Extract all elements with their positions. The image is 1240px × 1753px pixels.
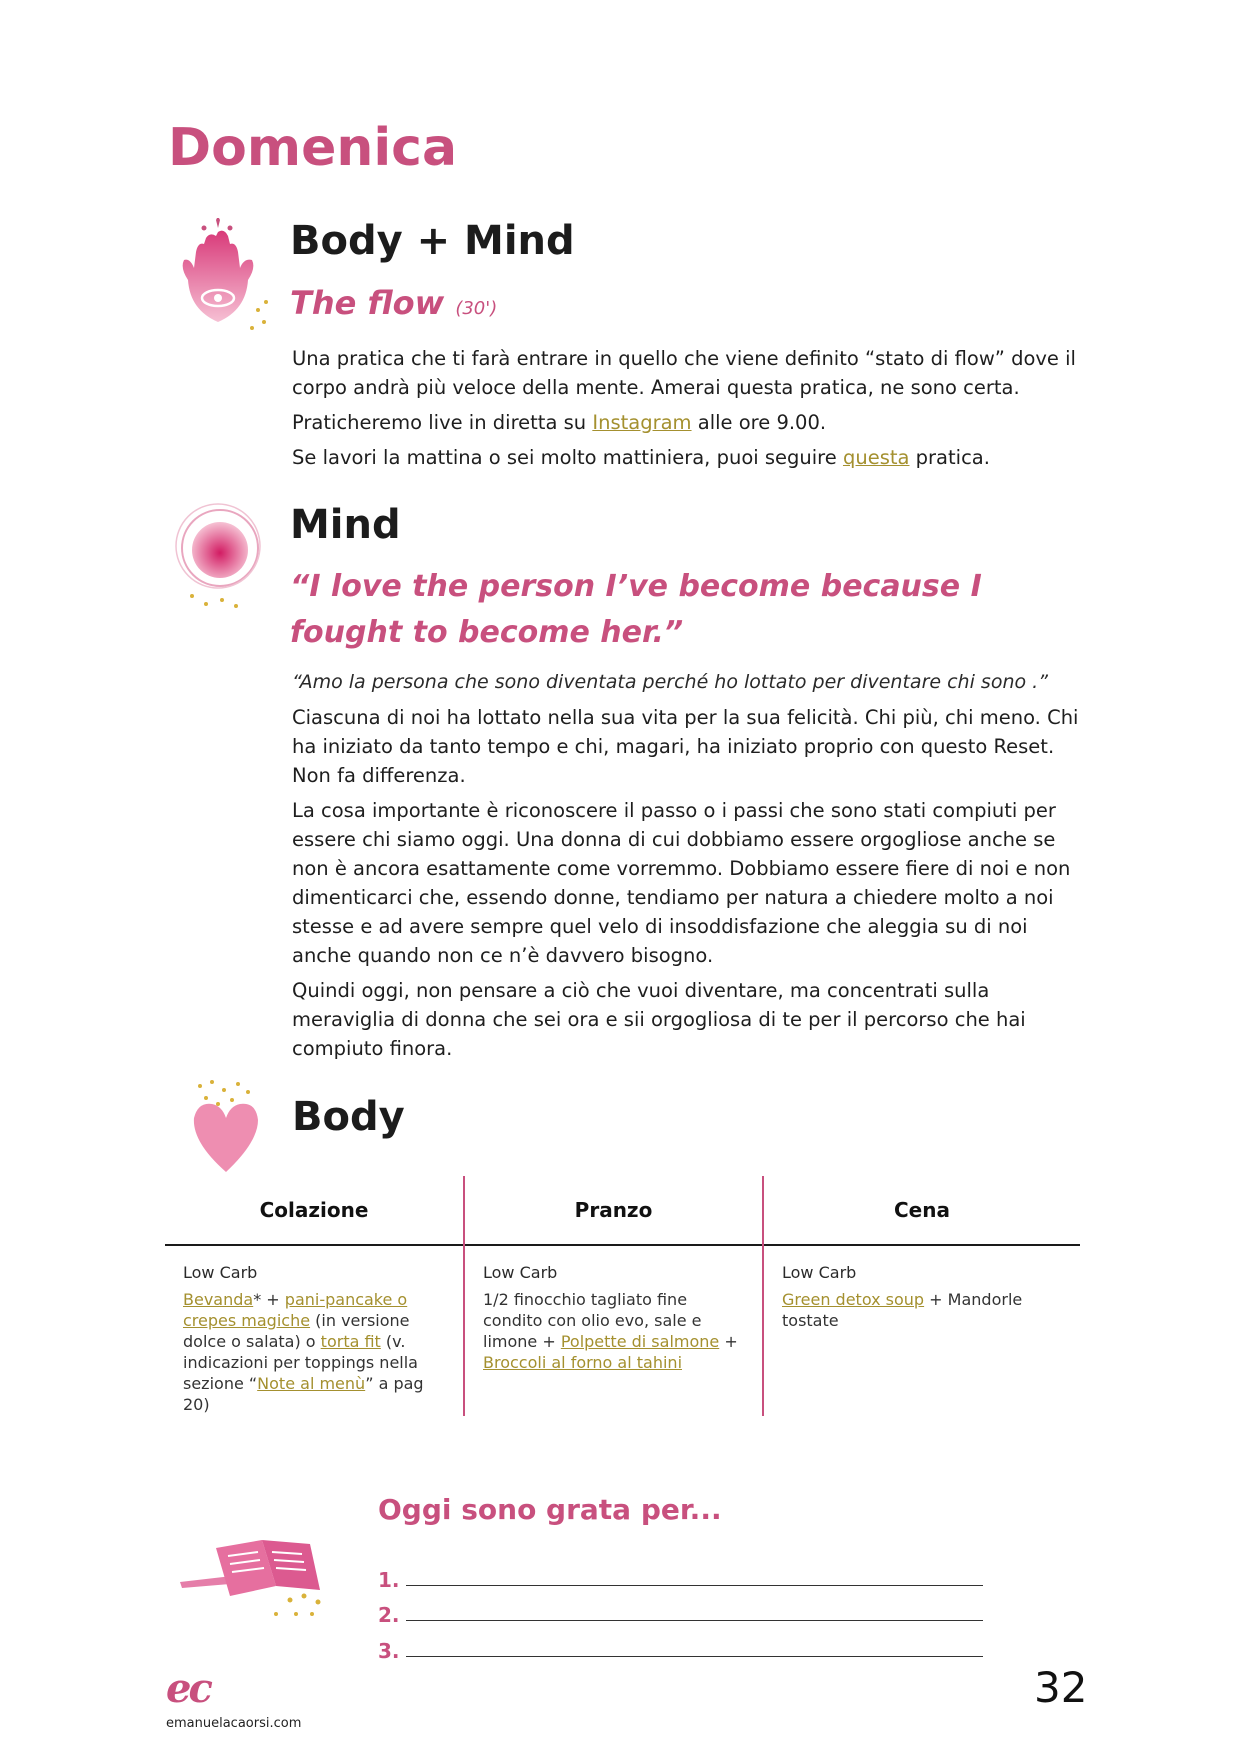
open-book-icon	[172, 1530, 332, 1620]
green-detox-soup-link[interactable]: Green detox soup	[782, 1290, 925, 1309]
gratitude-line-1[interactable]	[378, 1560, 983, 1590]
bevanda-link[interactable]: Bevanda	[183, 1290, 254, 1309]
mind-paragraph-3: Quindi oggi, non pensare a ciò che vuoi diventare, ma concentrati sulla meraviglia di donna che sei ora e sii orgogliosa di te per il percorso che hai compiuto finora.	[292, 979, 1026, 1060]
gratitude-title: Oggi sono grata per...	[378, 1493, 722, 1526]
broccoli-tahini-link[interactable]: Broccoli al forno al tahini	[483, 1353, 683, 1372]
cena-cell: Low Carb Green detox soup + Mandorle tostate	[764, 1244, 1080, 1331]
meal-type: Low Carb	[183, 1263, 258, 1282]
body-mind-paragraph: Una pratica che ti farà entrare in quello che viene definito “stato di flow” dove il corpo andrà più veloce della mente. Amerai questa pratica, ne sono certa.	[292, 347, 1076, 399]
alternative-paragraph: Se lavori la mattina o sei molto mattiniera, puoi seguire questa pratica.	[292, 446, 990, 469]
hamsa-hand-icon	[166, 218, 274, 342]
practice-duration: (30')	[455, 298, 498, 319]
writing-line	[406, 1585, 983, 1586]
body-title: Body	[292, 1094, 405, 1140]
body-mind-text	[292, 344, 1082, 478]
pranzo-header: Pranzo	[574, 1198, 653, 1222]
meal-type: Low Carb	[483, 1263, 558, 1282]
quote-italian: “Amo la persona che sono diventata perché ho lottato per diventare chi sono .”	[292, 671, 1049, 693]
body-mind-title: Body + Mind	[290, 218, 575, 264]
column-pranzo	[465, 1176, 762, 1416]
pani-pancake-link[interactable]: pani-pancake o crepes magiche	[183, 1290, 408, 1330]
gratitude-line-3[interactable]	[378, 1631, 983, 1661]
menu-table	[165, 1176, 1080, 1416]
writing-line	[406, 1620, 983, 1621]
meal-type: Low Carb	[782, 1263, 857, 1282]
website-url[interactable]: emanuelacaorsi.com	[166, 1716, 302, 1731]
colazione-cell: Low Carb Bevanda* + pani-pancake o crepes magiche (in versione dolce o salata) o torta fit (v. indicazioni per toppings nella sezione “Note al menù” a pag 20)	[165, 1244, 463, 1415]
torta-fit-link[interactable]: torta fit	[320, 1332, 381, 1351]
quote-english: “I love the person I’ve become because I fought to become her.”	[290, 569, 982, 650]
mind-paragraph-1: Ciascuna di noi ha lottato nella sua vita per la sua felicità. Chi più, chi meno. Chi ha iniziato da tanto tempo e chi, magari, ha iniziato proprio con questo Reset. Non fa differenza.	[292, 706, 1079, 787]
gratitude-line-2[interactable]	[378, 1595, 983, 1625]
pranzo-cell: Low Carb 1/2 finocchio tagliato fine condito con olio evo, sale e limone + Polpette di salmone + Broccoli al forno al tahini	[465, 1244, 762, 1373]
instagram-link[interactable]: Instagram	[592, 411, 692, 434]
mind-text	[292, 668, 1092, 1069]
mind-title: Mind	[290, 502, 401, 548]
watercolor-circle-icon	[170, 500, 270, 610]
practice-link[interactable]: questa	[842, 446, 910, 469]
page-title: Domenica	[168, 118, 458, 178]
gratitude-number: 2.	[378, 1603, 400, 1627]
brand-logo: ec	[166, 1665, 210, 1712]
page-number: 32	[1034, 1663, 1088, 1712]
cena-header: Cena	[894, 1198, 950, 1222]
column-cena	[764, 1176, 1080, 1416]
note-menu-link[interactable]: Note al menù	[257, 1374, 366, 1393]
column-colazione	[165, 1176, 463, 1416]
live-paragraph: Praticheremo live in diretta su Instagram alle ore 9.00.	[292, 411, 827, 434]
polpette-salmone-link[interactable]: Polpette di salmone	[560, 1332, 720, 1351]
heart-icon	[186, 1078, 266, 1178]
mind-paragraph-2: La cosa importante è riconoscere il passo o i passi che sono stati compiuti per essere chi siamo oggi. Una donna di cui dobbiamo essere orgogliose anche se non è ancora esattamente come vorremmo. Dobbiamo essere fiere di noi e non dimenticarci che, essendo donne, tendiamo per natura a chiedere molto a noi stesse e ad avere sempre quel velo di insoddisfazione che aleggia su di noi anche quando non ce n’è davvero bisogno.	[292, 799, 1071, 967]
colazione-header: Colazione	[259, 1198, 369, 1222]
practice-title	[290, 284, 497, 322]
practice-name: The flow	[290, 284, 445, 322]
writing-line	[406, 1656, 983, 1657]
gratitude-number: 3.	[378, 1639, 400, 1663]
gratitude-number: 1.	[378, 1568, 400, 1592]
